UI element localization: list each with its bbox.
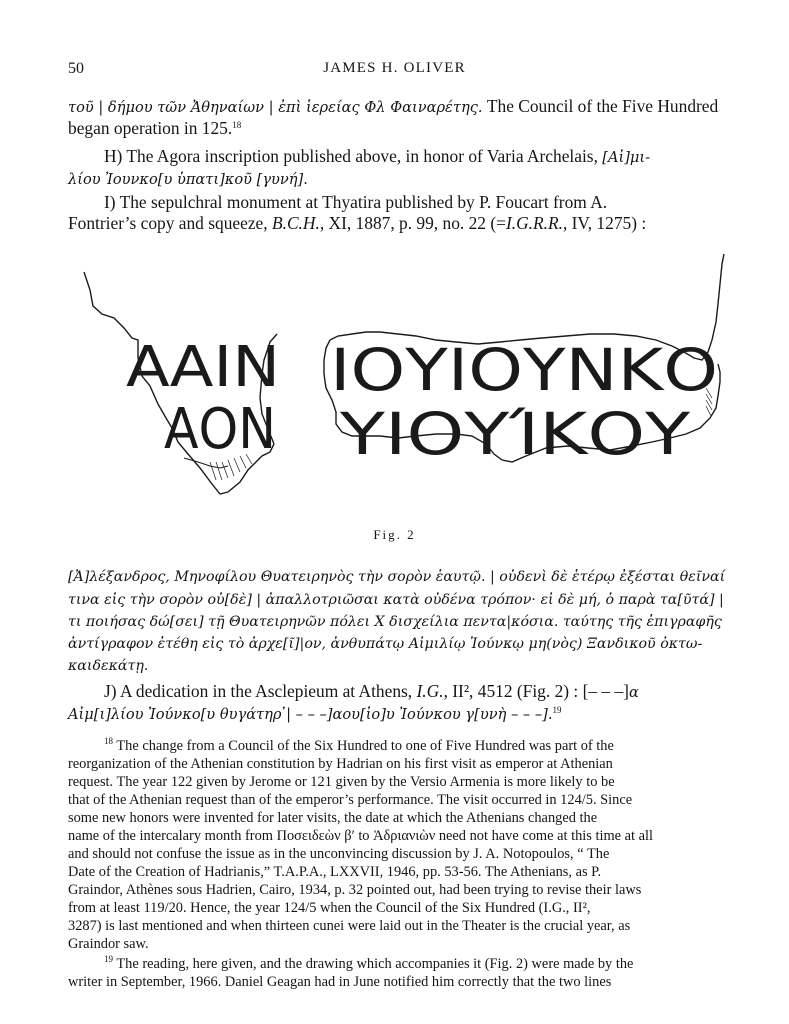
- greek-line: [Ἀ]λέξανδρος, Μηνοφίλου Θυατειρηνὸς τὴν σορὸν ἑαυτῷ. | οὐδενὶ δὲ ἑτέρῳ ἐξέσται θεῖναί: [68, 569, 726, 585]
- greek-line: τι ποιήσας δώ[σει] τῇ Θυατειρηνῶν πόλει Χ δισχείλια πεντα|κόσια. ταύτης τῆς ἐπιγραφῆς: [68, 614, 722, 630]
- figure-caption: Fig. 2: [373, 527, 416, 542]
- greek-text: α: [628, 684, 639, 701]
- greek-line: καιδεκάτῃ.: [68, 658, 149, 674]
- text: , II², 4512 (Fig. 2) : [– – –]: [443, 681, 629, 701]
- footnote-ref-19: 19: [552, 705, 562, 715]
- item-j-line-1: [104, 680, 639, 704]
- left-fragment-row-2: ΑΟΝ: [164, 397, 276, 462]
- footnote-18-line: [104, 737, 614, 755]
- footnote-mark-19: 19: [104, 954, 113, 964]
- footnote-line: Graindor saw.: [68, 936, 149, 952]
- figure-2-drawing: [80, 248, 730, 508]
- running-head: JAMES H. OLIVER: [323, 60, 466, 76]
- text: The reading, here given, and the drawing which accompanies it (Fig. 2) were made by the: [116, 956, 634, 972]
- footnote-line: that of the Athenian request than of the emperor’s performance. The visit occurred in 124/5. Since: [68, 792, 633, 808]
- right-fragment-row-2: ΥΙΟΥΊΚΟΥ: [338, 400, 691, 468]
- footnote-mark-18: 18: [104, 736, 113, 746]
- text: I) The sepulchral monument at Thyatira published by P. Foucart from A.: [104, 192, 608, 212]
- greek-text: τοῦ | δήμου τῶν Ἀθηναίων | ἐπὶ ἱερείας Φλ Φαιναρέτης.: [68, 99, 483, 116]
- text: , XI, 1887, p. 99, no. 22 (=: [319, 213, 506, 233]
- footnote-line: Date of the Creation of Hadrianis,” T.A.P.A., LXXVII, 1946, pp. 53-56. The Athenians, as P.: [68, 864, 602, 880]
- footnote-ref-18: 18: [232, 120, 242, 130]
- top-line-1: [68, 95, 718, 119]
- top-line-2: [68, 117, 241, 139]
- text: H) The Agora inscription published above, in honor of Varia Archelais,: [104, 146, 598, 166]
- page-number: 50: [68, 60, 84, 77]
- footnote-line: from at least 119/20. Hence, the year 124/5 when the Council of the Six Hundred (I.G., II²,: [68, 900, 591, 916]
- footnote-line: name of the intercalary month from Ποσειδεὼν β′ to Ἁδριανιὼν need not have come at this time at all: [68, 828, 654, 844]
- text: began operation in 125.: [68, 118, 233, 138]
- footnote-line: reorganization of the Athenian constitution by Hadrian on his first visit as emperor at Athenian: [68, 756, 613, 772]
- footnote-line: writer in September, 1966. Daniel Geagan had in June notified him correctly that the two lines: [68, 974, 612, 990]
- item-h-line-2: [68, 167, 308, 191]
- text: The Council of the Five Hundred: [486, 96, 719, 116]
- footnote-line: 3287) is last mentioned and when thirteen cunei were laid out in the Theater is the crucial year, as: [68, 918, 631, 934]
- item-i-line-1: [104, 191, 607, 213]
- greek-text: λίου Ἰουνκο[υ ὑπατι]κοῦ [γυνή].: [68, 171, 308, 188]
- footnote-line: request. The year 122 given by Jerome or 121 given by the Versio Armenia is more likely to be: [68, 774, 615, 790]
- item-j-line-2: [68, 702, 561, 726]
- corpus-abbrev: I.G.: [416, 681, 444, 701]
- text: J) A dedication in the Asclepieum at Athens,: [104, 681, 413, 701]
- text: , IV, 1275) :: [562, 213, 647, 233]
- footnote-line: Graindor, Athènes sous Hadrien, Cairo, 1934, p. 32 pointed out, had been trying to revise their laws: [68, 882, 642, 898]
- left-fragment-row-1: ΑΑΙΝ: [126, 335, 280, 400]
- greek-line: τινα εἰς τὴν σορὸν οὐ[δὲ] | ἀπαλλοτριῶσαι κατὰ οὐδένα τρόπον· εἰ δὲ μή, ὁ παρὰ τα[ῦτά] |: [68, 592, 724, 608]
- right-fragment-row-1: ΙΟΥΙΟΥΝΚΟ: [330, 336, 718, 404]
- footnote-line: and should not confuse the issue as in the unconvincing discussion by J. A. Notopoulos, “ The: [68, 846, 610, 862]
- greek-text: [Αἰ]μι-: [602, 149, 651, 166]
- item-i-line-2: [68, 212, 646, 234]
- greek-line: ἀντίγραφον ἐτέθη εἰς τὸ ἀρχε[ῖ]|ον, ἀνθυπάτῳ Αἰμιλίῳ Ἰούνκῳ μη(νὸς) Ξανδικοῦ ὀκτω-: [68, 636, 703, 652]
- journal-abbrev: B.C.H.: [271, 213, 320, 233]
- greek-text: Αἰμ[ι]λίου Ἰούνκο[υ θυγάτηρ ̓| – – –]αου[ἰο]υ Ἰούνκου γ[υνὴ – – –].: [68, 706, 553, 723]
- footnote-line: some new honors were invented for later visits, the date at which the Athenians changed the: [68, 810, 598, 826]
- text: The change from a Council of the Six Hundred to one of Five Hundred was part of the: [116, 738, 614, 754]
- corpus-abbrev: I.G.R.R.: [505, 213, 563, 233]
- item-h-line-1: [104, 145, 650, 169]
- footnote-19-line: [104, 955, 633, 973]
- text: Fontrier’s copy and squeeze,: [68, 213, 268, 233]
